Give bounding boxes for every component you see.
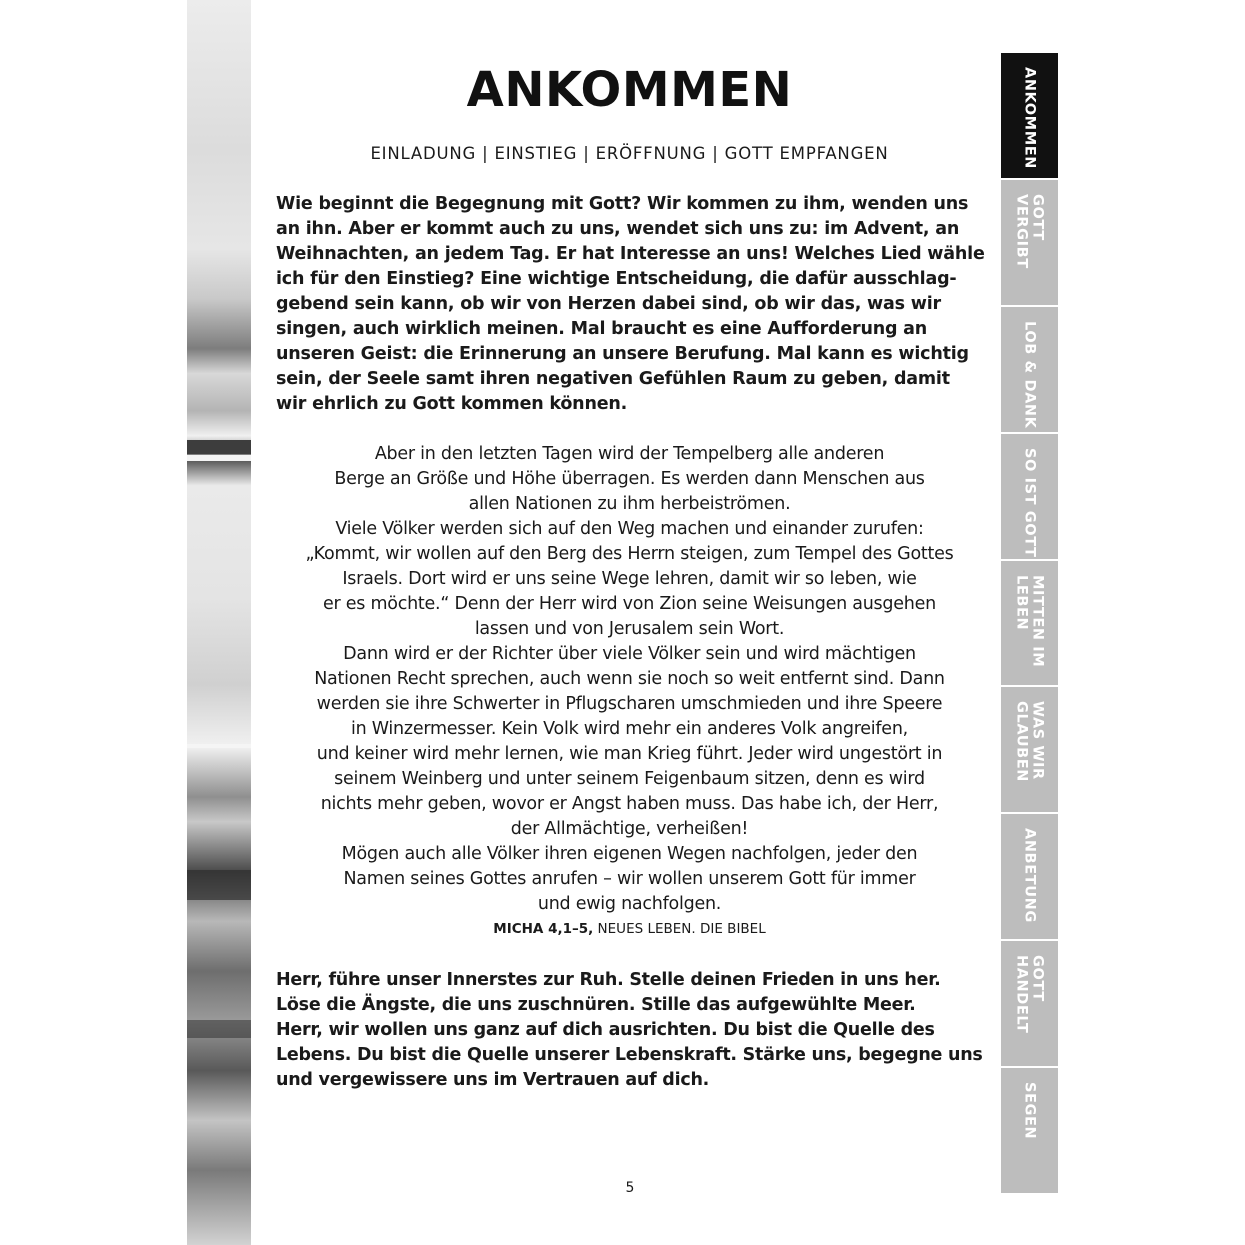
page-subtitle: EINLADUNG | EINSTIEG | ERÖFFNUNG | GOTT EMPFANGEN [370, 144, 889, 163]
intro-line: unseren Geist: die Erinnerung an unsere Berufung. Mal kann es wichtig [276, 344, 969, 364]
quote-line: Namen seines Gottes anrufen – wir wollen unserem Gott für immer [343, 869, 916, 889]
tab-label: LOB & DANK [1021, 320, 1038, 429]
quote-line: Viele Völker werden sich auf den Weg machen und einander zurufen: [335, 519, 924, 539]
quote-line: nichts mehr geben, wovor er Angst haben muss. Das habe ich, der Herr, [320, 794, 939, 814]
intro-line: Wie beginnt die Begegnung mit Gott? Wir kommen zu ihm, wenden uns [276, 194, 969, 214]
quote-source [276, 921, 983, 937]
quote-line: allen Nationen zu ihm herbeiströmen. [468, 494, 791, 514]
intro-line: ich für den Einstieg? Eine wichtige Entscheidung, die dafür ausschlag- [276, 269, 957, 289]
page-number: 5 [625, 1180, 635, 1196]
intro-line: an ihn. Aber er kommt auch zu uns, wendet sich uns zu: im Advent, an [276, 219, 960, 239]
source-reference: MICHA 4,1–5, [493, 921, 594, 937]
tab-was-wir-glauben[interactable] [1001, 687, 1058, 814]
intro-line: Weihnachten, an jedem Tag. Er hat Interesse an uns! Welches Lied wähle [276, 244, 985, 264]
quote-line: Aber in den letzten Tagen wird der Tempelberg alle anderen [374, 444, 885, 464]
prayer-line: Herr, wir wollen uns ganz auf dich ausrichten. Du bist die Quelle des [276, 1020, 935, 1040]
quote-line: Mögen auch alle Völker ihren eigenen Wegen nachfolgen, jeder den [341, 844, 918, 864]
bible-quote [272, 442, 987, 917]
tab-so-ist-gott[interactable] [1001, 434, 1058, 561]
quote-line: seinem Weinberg und unter seinem Feigenbaum sitzen, denn es wird [334, 769, 925, 789]
decorative-image-strip [187, 0, 251, 1245]
source-book: NEUES LEBEN. DIE BIBEL [593, 921, 766, 937]
tab-label: SO IST GOTT [1021, 447, 1038, 558]
prayer-line: Löse die Ängste, die uns zuschnüren. Stille das aufgewühlte Meer. [276, 995, 916, 1015]
quote-line: und keiner wird mehr lernen, wie man Krieg führt. Jeder wird ungestört in [316, 744, 943, 764]
quote-line: lassen und von Jerusalem sein Wort. [474, 619, 785, 639]
prayer-line: und vergewissere uns im Vertrauen auf dich. [276, 1070, 710, 1090]
tab-label: GOTT HANDELT [1013, 955, 1046, 1034]
quote-line: Berge an Größe und Höhe überragen. Es werden dann Menschen aus [334, 469, 925, 489]
tab-label: MITTEN IM LEBEN [1013, 574, 1046, 667]
tab-gott-vergibt[interactable] [1001, 180, 1058, 307]
chapter-tabs [1001, 53, 1058, 1193]
intro-line: sein, der Seele samt ihren negativen Gefühlen Raum zu geben, damit [276, 369, 950, 389]
intro-paragraph [276, 192, 991, 417]
tab-segen[interactable] [1001, 1068, 1058, 1193]
quote-line: werden sie ihre Schwerter in Pflugscharen umschmieden und ihre Speere [316, 694, 943, 714]
tab-label: GOTT VERGIBT [1013, 193, 1046, 269]
tab-anbetung[interactable] [1001, 814, 1058, 941]
quote-line: Dann wird er der Richter über viele Völker sein und wird mächtigen [343, 644, 916, 664]
intro-line: gebend sein kann, ob wir von Herzen dabei sind, ob wir das, was wir [276, 294, 941, 314]
quote-line: in Winzermesser. Kein Volk wird mehr ein anderes Volk angreifen, [351, 719, 908, 739]
tab-label: ANBETUNG [1021, 828, 1038, 924]
quote-line: „Kommt, wir wollen auf den Berg des Herrn steigen, zum Tempel des Gottes [305, 544, 954, 564]
page-title: ANKOMMEN [466, 62, 793, 118]
tab-label: SEGEN [1021, 1082, 1038, 1140]
tab-mitten-im-leben[interactable] [1001, 561, 1058, 688]
quote-line: Israels. Dort wird er uns seine Wege lehren, damit wir so leben, wie [342, 569, 917, 589]
tab-label: WAS WIR GLAUBEN [1013, 701, 1046, 783]
prayer-paragraph [276, 968, 991, 1093]
tab-ankommen[interactable] [1001, 53, 1058, 180]
prayer-line: Herr, führe unser Innerstes zur Ruh. Stelle deinen Frieden in uns her. [276, 970, 941, 990]
quote-line: Nationen Recht sprechen, auch wenn sie noch so weit entfernt sind. Dann [314, 669, 945, 689]
intro-line: wir ehrlich zu Gott kommen können. [276, 394, 628, 414]
prayer-line: Lebens. Du bist die Quelle unserer Lebenskraft. Stärke uns, begegne uns [276, 1045, 983, 1065]
tab-gott-handelt[interactable] [1001, 941, 1058, 1068]
tab-lob-und-dank[interactable] [1001, 307, 1058, 434]
quote-line: der Allmächtige, verheißen! [510, 819, 749, 839]
quote-line: er es möchte.“ Denn der Herr wird von Zion seine Weisungen ausgehen [322, 594, 937, 614]
quote-line: und ewig nachfolgen. [537, 894, 722, 914]
tab-label: ANKOMMEN [1021, 67, 1038, 169]
intro-line: singen, auch wirklich meinen. Mal braucht es eine Aufforderung an [276, 319, 928, 339]
